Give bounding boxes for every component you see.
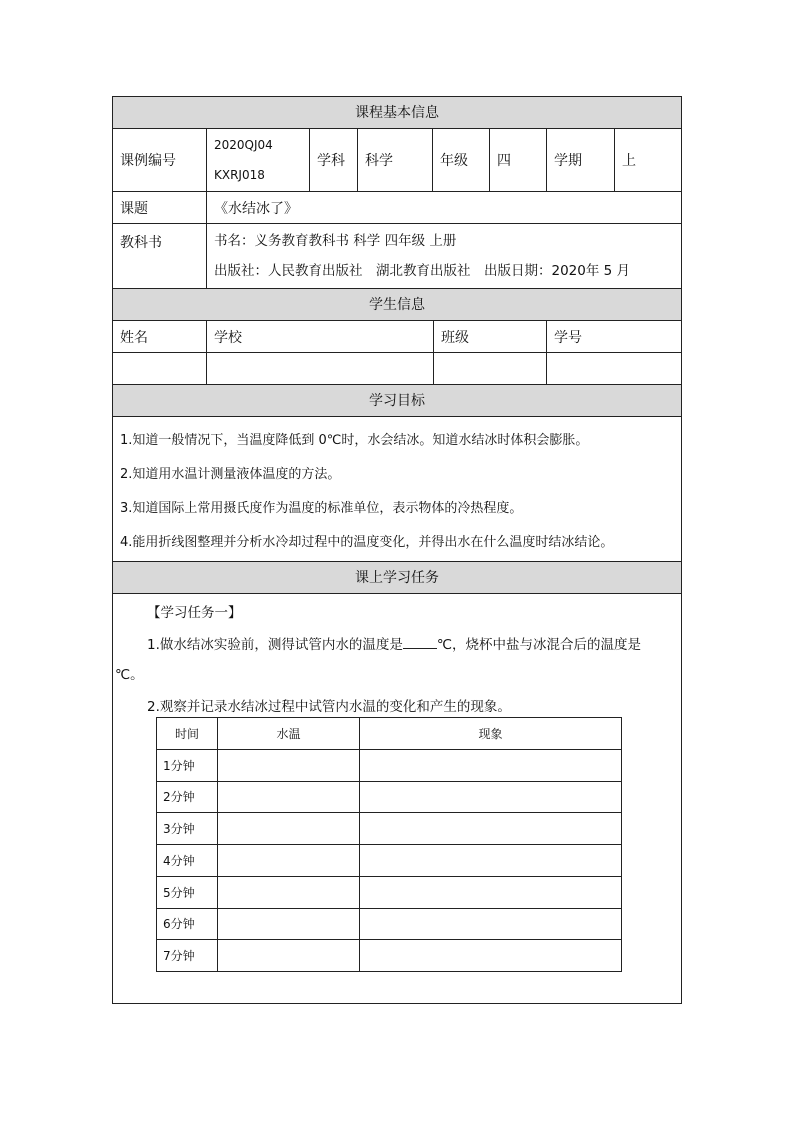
- course-info-row: [113, 129, 681, 192]
- phenomenon-cell[interactable]: [360, 813, 622, 845]
- goal-item: 3.知道国际上常用摄氏度作为温度的标准单位，表示物体的冷热程度。: [120, 501, 523, 516]
- goal-item: 2.知道用水温计测量液体温度的方法。: [120, 467, 341, 482]
- temp-cell[interactable]: [218, 749, 360, 781]
- time-cell: 7分钟: [157, 940, 218, 972]
- term-value: 上: [614, 129, 681, 191]
- class-field[interactable]: [433, 353, 546, 384]
- topic-value: 《水结冰了》: [206, 192, 681, 223]
- time-cell: 1分钟: [157, 749, 218, 781]
- subject-label: 学科: [309, 129, 357, 191]
- section-header-course-info: 课程基本信息: [113, 97, 681, 129]
- phenomenon-cell[interactable]: [360, 781, 622, 813]
- water-temp-blank[interactable]: [403, 634, 437, 649]
- textbook-value: [206, 224, 681, 288]
- name-field[interactable]: [113, 353, 206, 384]
- grade-value: 四: [489, 129, 546, 191]
- textbook-label: 教科书: [120, 235, 162, 251]
- temp-cell[interactable]: [218, 781, 360, 813]
- temp-cell[interactable]: [218, 908, 360, 940]
- temp-cell[interactable]: [218, 876, 360, 908]
- goal-item: 1.知道一般情况下，当温度降低到 0℃时，水会结冰。知道水结冰时体积会膨胀。: [120, 433, 589, 448]
- grade-label: 年级: [432, 129, 489, 191]
- col-header-time: 时间: [157, 718, 218, 750]
- phenomenon-cell[interactable]: [360, 940, 622, 972]
- section-header-tasks: 课上学习任务: [113, 562, 681, 594]
- student-input-row: [113, 353, 681, 385]
- topic-row: [113, 192, 681, 224]
- item1-text-a: 1.做水结冰实验前，测得试管内水的温度是: [147, 637, 403, 653]
- name-label: 姓名: [120, 329, 148, 346]
- student-label-row: [113, 321, 681, 353]
- phenomenon-cell[interactable]: [360, 908, 622, 940]
- term-label: 学期: [546, 129, 614, 191]
- textbook-title: 书名：义务教育教科书 科学 四年级 上册: [214, 233, 457, 249]
- table-row: [157, 749, 622, 781]
- section-header-goals: 学习目标: [113, 385, 681, 417]
- table-row: [157, 813, 622, 845]
- case-no-label: 课例编号: [120, 153, 176, 169]
- temp-cell[interactable]: [218, 813, 360, 845]
- phenomenon-cell[interactable]: [360, 845, 622, 877]
- item1-text-b: ℃，烧杯中盐与冰混合后的温度是: [436, 637, 642, 653]
- school-field[interactable]: [206, 353, 433, 384]
- col-header-phenomenon: 现象: [360, 718, 622, 750]
- school-label: 学校: [206, 321, 433, 352]
- class-label: 班级: [433, 321, 546, 352]
- student-id-field[interactable]: [546, 353, 681, 384]
- case-no-line1: 2020QJ04: [214, 138, 273, 152]
- subject-value: 科学: [357, 129, 432, 191]
- time-cell: 5分钟: [157, 876, 218, 908]
- phenomenon-cell[interactable]: [360, 749, 622, 781]
- case-no-value: [206, 129, 309, 191]
- goals-block: [113, 417, 681, 562]
- student-id-label: 学号: [546, 321, 681, 352]
- task1-item2: 2.观察并记录水结冰过程中试管内水温的变化和产生的现象。: [147, 699, 511, 715]
- table-row: [157, 876, 622, 908]
- temp-cell[interactable]: [218, 845, 360, 877]
- table-header-row: [157, 718, 622, 750]
- col-header-water-temp: 水温: [218, 718, 360, 750]
- table-row: [157, 845, 622, 877]
- table-row: [157, 781, 622, 813]
- time-cell: 4分钟: [157, 845, 218, 877]
- textbook-publisher: 出版社：人民教育出版社 湖北教育出版社 出版日期：2020年 5 月: [214, 263, 631, 279]
- goal-item: 4.能用折线图整理并分析水冷却过程中的温度变化，并得出水在什么温度时结冰结论。: [120, 535, 614, 550]
- lesson-worksheet: [112, 96, 682, 1004]
- temp-cell[interactable]: [218, 940, 360, 972]
- table-row: [157, 908, 622, 940]
- textbook-row: [113, 224, 681, 289]
- task1-item1: [147, 633, 641, 653]
- topic-label: 课题: [120, 200, 148, 217]
- time-cell: 2分钟: [157, 781, 218, 813]
- task1-item1-cont: ℃。: [115, 667, 144, 683]
- time-cell: 3分钟: [157, 813, 218, 845]
- task1-title: 【学习任务一】: [147, 605, 242, 621]
- case-no-line2: KXRJ018: [214, 168, 265, 182]
- time-cell: 6分钟: [157, 908, 218, 940]
- table-row: [157, 940, 622, 972]
- phenomenon-cell[interactable]: [360, 876, 622, 908]
- section-header-student-info: 学生信息: [113, 289, 681, 321]
- observation-table: [156, 717, 622, 972]
